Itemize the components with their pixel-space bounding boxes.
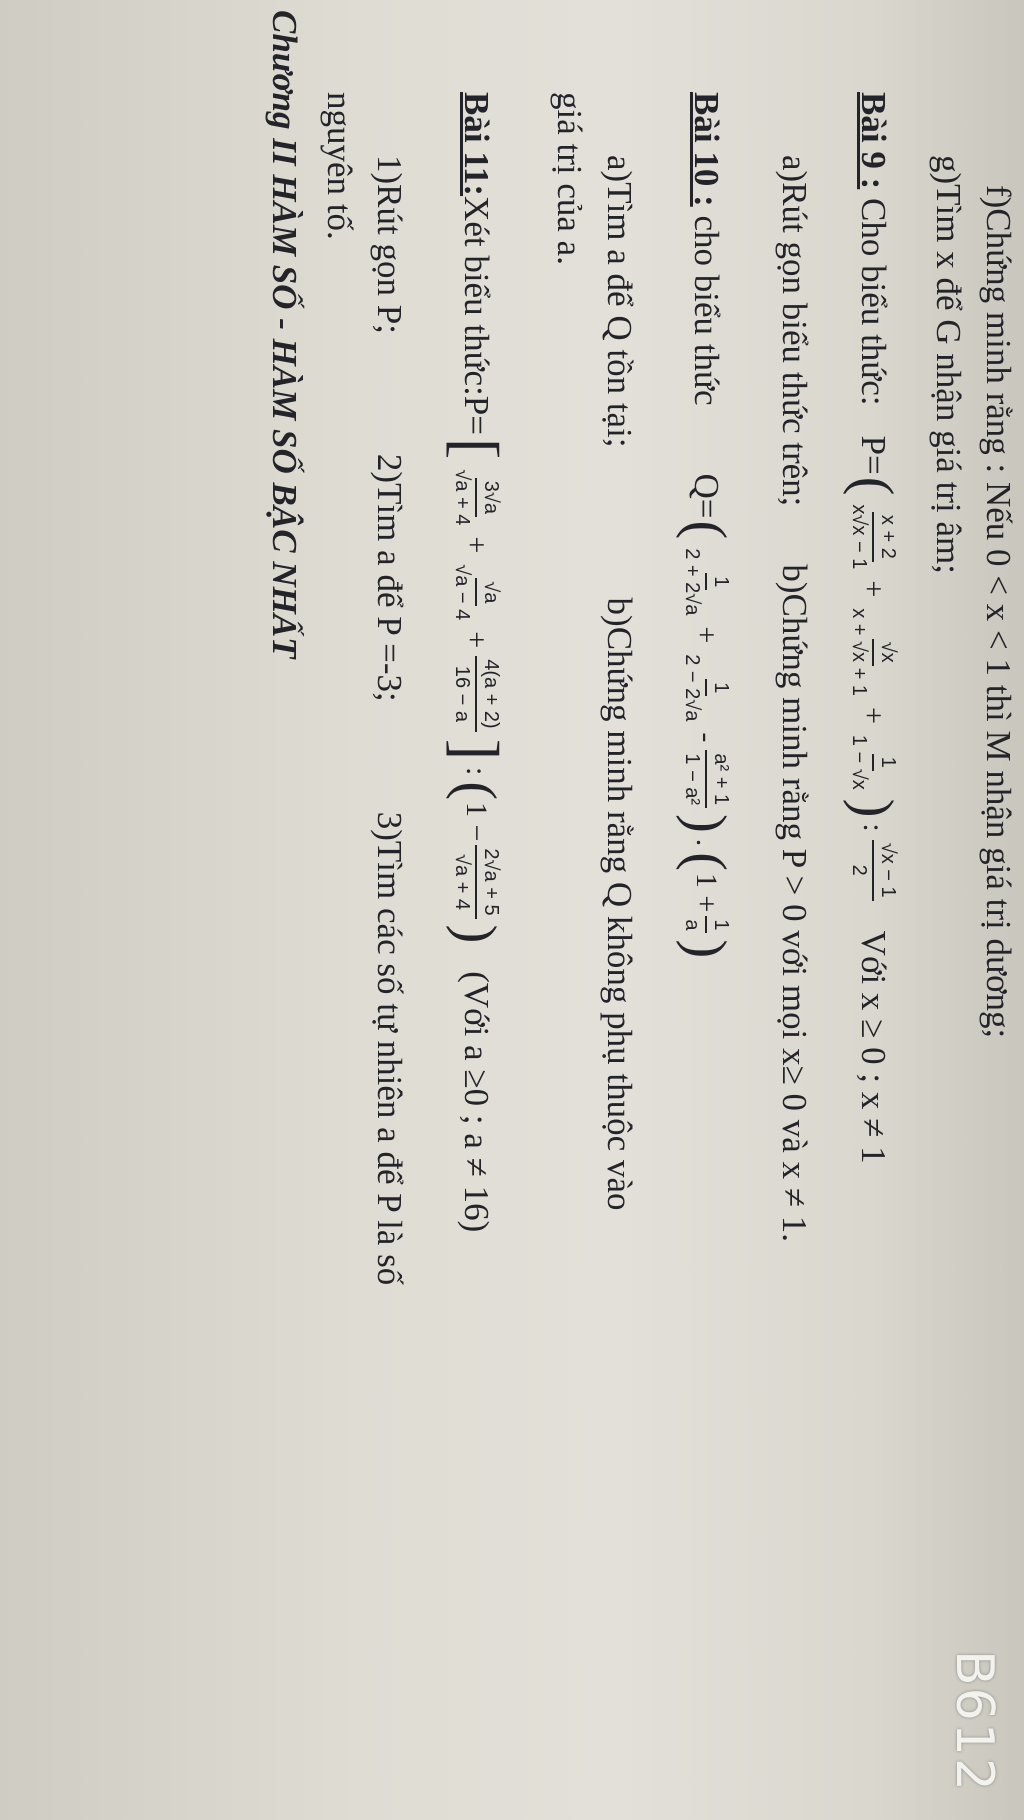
bai10-part-b: b)Chứng minh rằng Q không phụ thuộc vào <box>600 597 639 1211</box>
bai9-intro: Cho biểu thức: <box>854 197 893 406</box>
fraction: 4(a + 2) 16 − a <box>451 656 503 731</box>
fraction: 1 2 + 2√a <box>681 548 732 616</box>
operator: . <box>690 838 723 847</box>
paren-right: ) <box>675 939 737 959</box>
operator: : <box>460 767 494 776</box>
text-f: f)Chứng minh rằng : Nếu 0 < x < 1 thì M nhận giá trị dương; <box>979 185 1018 1039</box>
paren-left: ( <box>842 476 904 496</box>
line-bai9-parts <box>774 155 814 1820</box>
bai11-label: Bài 11: <box>457 92 497 197</box>
text-g: g)Tìm x để G nhận giá trị âm; <box>929 155 968 574</box>
fraction: 1 a <box>680 916 732 933</box>
expression-text: 1 − <box>460 802 494 842</box>
line-bai11-cont <box>319 92 359 1820</box>
bai9-label: Bài 9 : <box>854 92 893 190</box>
paren-right: ) <box>842 798 904 818</box>
operator: + <box>460 536 494 554</box>
fraction: √a √a − 4 <box>451 564 503 621</box>
formula-p11 <box>441 395 513 945</box>
fraction: x + 2 x√x − 1 <box>848 504 899 570</box>
line-bai11-parts <box>369 155 409 1820</box>
handwritten-stamp: B612 <box>944 1650 1004 1793</box>
line-f <box>978 185 1018 1820</box>
operator: : <box>857 823 890 832</box>
line-bai10 <box>656 92 756 1820</box>
bai9-part-b: b)Chứng minh rằng P > 0 với mọi x≥ 0 và x ≠ 1. <box>775 564 814 1243</box>
operator: + <box>460 631 494 649</box>
expression-text: 1 + <box>690 872 723 913</box>
fraction: a² + 1 1 − a² <box>680 750 732 808</box>
fraction: √x − 1 2 <box>847 840 899 901</box>
fraction: 1 1 − √x <box>848 734 899 790</box>
line-bai10-cont <box>549 92 589 1820</box>
bai11-part-3-cont: nguyên tố. <box>320 92 359 240</box>
q10-lhs: Q= <box>687 473 726 519</box>
fraction: √x x + √x + 1 <box>848 608 899 696</box>
bai10-part-b-cont: giá trị của a. <box>550 92 589 265</box>
operator: - <box>690 732 723 743</box>
operator: + <box>857 580 890 598</box>
paren-left: ( <box>675 852 737 871</box>
bai11-part-3: 3)Tìm các số tự nhiên a để P là số <box>370 811 409 1286</box>
line-bai9 <box>828 92 918 1820</box>
bai9-condition: Với x ≥ 0 ; x ≠ 1 <box>854 930 893 1164</box>
p9-lhs: P= <box>854 435 893 475</box>
fraction: 3√a √a + 4 <box>451 469 503 526</box>
bai10-intro: cho biểu thức <box>687 215 726 406</box>
line-bai10-parts <box>599 155 639 1820</box>
p11-lhs: P= <box>457 395 497 436</box>
paren-right: ) <box>675 814 737 833</box>
line-chapter <box>264 10 304 1820</box>
operator: + <box>690 626 723 644</box>
line-g <box>928 155 968 1820</box>
bai11-part-1: 1)Rút gọn P; <box>370 155 409 334</box>
fraction: 1 2 − 2√a <box>681 654 732 722</box>
paren-left: ( <box>675 520 737 540</box>
bai9-part-a: a)Rút gọn biểu thức trên; <box>775 155 814 507</box>
bai10-label: Bài 10 : <box>687 92 726 207</box>
line-bai11 <box>424 92 529 1820</box>
bai11-part-2: 2)Tìm a để P =-3; <box>370 453 409 702</box>
formula-p9 <box>842 435 904 905</box>
bracket-left: [ <box>441 438 513 460</box>
formula-q10 <box>675 473 737 961</box>
bai11-condition: (Với a ≥0 ; a ≠ 16) <box>457 971 497 1233</box>
bai11-intro: Xét biểu thức: <box>457 196 497 396</box>
bai10-part-a: a)Tìm a để Q tồn tại; <box>600 155 639 448</box>
bracket-right: ] <box>441 738 513 760</box>
operator: + <box>857 706 890 724</box>
paren-left: ( <box>445 781 508 800</box>
fraction: 2√a + 5 √a + 4 <box>451 845 503 918</box>
chapter-heading: Chương II HÀM SỐ - HÀM SỐ BẬC NHẤT <box>265 10 304 659</box>
paren-right: ) <box>445 924 508 944</box>
